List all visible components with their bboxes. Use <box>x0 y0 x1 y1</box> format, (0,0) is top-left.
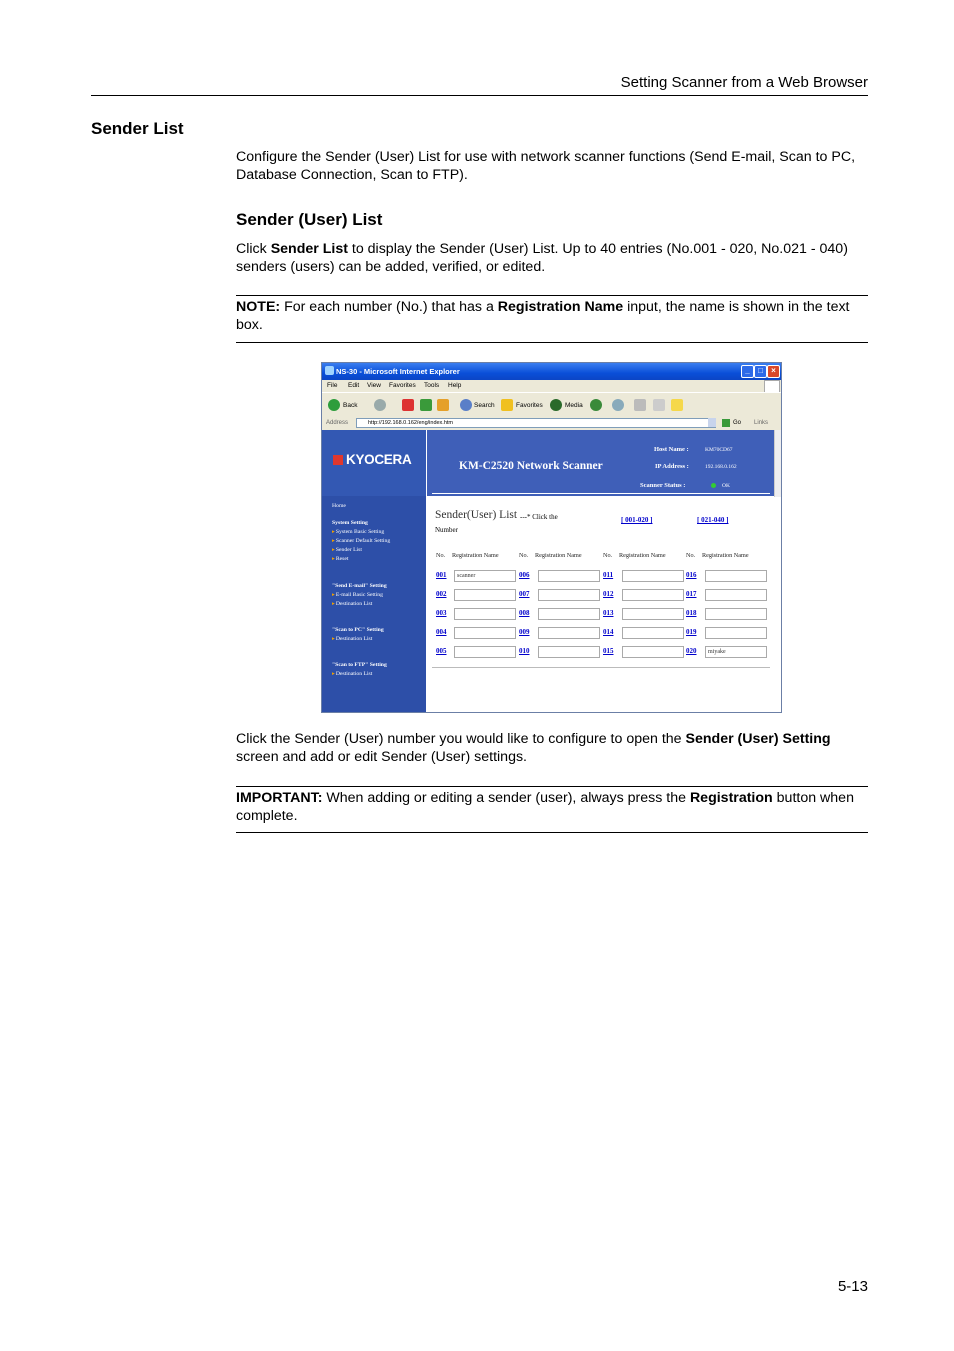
header-rule <box>91 95 868 96</box>
nav-destination-list-pc[interactable]: ▸ Destination List <box>332 636 372 642</box>
registration-name-field[interactable] <box>454 589 516 601</box>
history-icon[interactable] <box>590 399 602 411</box>
back-label[interactable]: Back <box>343 402 358 409</box>
stop-icon[interactable] <box>402 399 414 411</box>
registration-name-field[interactable] <box>538 627 600 639</box>
sender-list-paragraph <box>236 240 868 276</box>
web-page <box>322 430 774 713</box>
print-icon[interactable] <box>634 399 646 411</box>
vertical-scrollbar[interactable] <box>774 430 782 497</box>
registration-name-field[interactable] <box>622 589 684 601</box>
product-title: KM-C2520 Network Scanner <box>459 460 603 472</box>
col-header-no-2: No. <box>519 552 529 559</box>
nav-destination-list-email[interactable]: ▸ Destination List <box>332 601 372 607</box>
sender-number-link[interactable]: 017 <box>686 590 697 598</box>
para2-pre: Click the Sender (User) number you would like to configure to open the <box>236 731 686 747</box>
messenger-icon[interactable] <box>671 399 683 411</box>
search-label[interactable]: Search <box>474 402 495 409</box>
sender-number-link[interactable]: 010 <box>519 647 530 655</box>
important-post: button when complete. <box>236 790 854 824</box>
registration-name-field[interactable] <box>622 570 684 582</box>
address-bar <box>322 417 781 430</box>
address-url[interactable]: http://192.168.0.162/eng/index.htm <box>368 420 454 426</box>
sender-number-link[interactable]: 003 <box>436 609 447 617</box>
para1-bold: Sender List <box>270 241 348 257</box>
address-dropdown-icon[interactable] <box>708 418 716 427</box>
sender-number-link[interactable]: 009 <box>519 628 530 636</box>
search-icon[interactable] <box>460 399 472 411</box>
maximize-icon[interactable]: □ <box>754 365 767 378</box>
sender-number-link[interactable]: 006 <box>519 571 530 579</box>
menu-tools[interactable]: Tools <box>424 382 440 389</box>
sender-number-link[interactable]: 011 <box>603 571 614 579</box>
registration-name-field[interactable] <box>454 627 516 639</box>
back-icon[interactable] <box>328 399 340 411</box>
sender-number-link[interactable]: 005 <box>436 647 447 655</box>
nav-system-basic[interactable]: ▸ System Basic Setting <box>332 529 384 535</box>
registration-name-field[interactable] <box>705 608 767 620</box>
registration-name-field[interactable]: miyake <box>705 646 767 658</box>
para2-post: screen and add or edit Sender (User) settings. <box>236 749 527 765</box>
registration-name-field[interactable] <box>622 646 684 658</box>
sender-number-link[interactable]: 019 <box>686 628 697 636</box>
sender-list-title: Sender(User) List <box>435 509 518 521</box>
ip-address-label: IP Address : <box>655 463 689 470</box>
scanner-status-label: Scanner Status : <box>640 482 686 489</box>
sender-number-link[interactable]: 001 <box>436 571 447 579</box>
sender-number-link[interactable]: 015 <box>603 647 614 655</box>
important-top-rule <box>236 786 868 787</box>
note-label: NOTE: <box>236 299 281 315</box>
para1-post: to display the Sender (User) List. Up to 40 entries (No.001 - 020, No.021 - 040) senders (users) can be added, verified, or edited. <box>236 241 848 275</box>
nav-send-email-setting[interactable]: "Send E-mail" Setting <box>332 583 387 589</box>
toolbar <box>322 392 781 418</box>
note-box <box>236 298 868 334</box>
address-label: Address <box>326 420 349 426</box>
list-hint-b: Number <box>435 526 458 534</box>
registration-name-field[interactable] <box>538 608 600 620</box>
sender-number-link[interactable]: 004 <box>436 628 447 636</box>
col-header-no-1: No. <box>436 552 446 559</box>
note-bottom-rule <box>236 342 868 343</box>
sender-number-link[interactable]: 013 <box>603 609 614 617</box>
nav-reset[interactable]: ▸ Reset <box>332 556 349 562</box>
sender-number-link[interactable]: 002 <box>436 590 447 598</box>
nav-system-setting[interactable]: System Setting <box>332 520 368 526</box>
edit-icon[interactable] <box>653 399 665 411</box>
go-button[interactable]: Go <box>733 420 742 426</box>
ip-address-value: 192.168.0.162 <box>705 464 737 470</box>
note-pre: For each number (No.) that has a <box>280 299 498 315</box>
registration-name-field[interactable] <box>454 608 516 620</box>
address-input[interactable] <box>356 418 716 428</box>
important-box <box>236 789 868 825</box>
menu-view[interactable]: View <box>367 382 381 389</box>
home-icon[interactable] <box>437 399 449 411</box>
menu-favorites[interactable]: Favorites <box>389 382 416 389</box>
menu-bar <box>322 380 781 392</box>
sender-number-link[interactable]: 014 <box>603 628 614 636</box>
sender-setting-paragraph <box>236 730 868 766</box>
status-ok-icon <box>711 483 716 488</box>
ie-icon <box>325 366 334 375</box>
mail-icon[interactable] <box>612 399 624 411</box>
range-link-021-040[interactable]: [ 021-040 ] <box>697 516 729 524</box>
kyocera-mark-icon <box>333 455 343 465</box>
range-link-001-020[interactable]: [ 001-020 ] <box>621 516 653 524</box>
running-header: Setting Scanner from a Web Browser <box>620 74 868 91</box>
col-header-name-4: Registration Name <box>702 552 749 559</box>
content-bottom-line <box>432 667 770 668</box>
logo-text: KYOCERA <box>346 452 412 467</box>
page-number: 5-13 <box>837 1278 868 1295</box>
nav-home[interactable]: Home <box>332 503 346 509</box>
important-bottom-rule <box>236 832 868 833</box>
registration-name-field[interactable] <box>622 608 684 620</box>
favorites-label[interactable]: Favorites <box>516 402 543 409</box>
important-label: IMPORTANT: <box>236 790 323 806</box>
registration-name-field[interactable] <box>454 646 516 658</box>
window-titlebar <box>322 363 781 380</box>
nav-scanner-default[interactable]: ▸ Scanner Default Setting <box>332 538 390 544</box>
links-label[interactable]: Links <box>754 420 769 426</box>
window-title: NS-30 - Microsoft Internet Explorer <box>336 367 460 376</box>
sender-number-link[interactable]: 016 <box>686 571 697 579</box>
registration-name-field[interactable] <box>705 627 767 639</box>
menu-help[interactable]: Help <box>448 382 462 389</box>
close-icon[interactable]: × <box>767 365 780 378</box>
kyocera-logo <box>333 452 411 467</box>
sender-number-link[interactable]: 007 <box>519 590 530 598</box>
sender-number-link[interactable]: 020 <box>686 647 697 655</box>
registration-name-field[interactable] <box>538 646 600 658</box>
para1-pre: Click <box>236 241 271 257</box>
nav-scan-to-ftp-setting[interactable]: "Scan to FTP" Setting <box>332 662 387 668</box>
logo-area <box>322 430 426 496</box>
menu-edit[interactable]: Edit <box>348 382 360 389</box>
menu-file[interactable]: File <box>327 382 338 389</box>
sender-number-link[interactable]: 012 <box>603 590 614 598</box>
refresh-icon[interactable] <box>420 399 432 411</box>
section-title: Sender List <box>91 119 184 138</box>
note-bold: Registration Name <box>497 299 624 315</box>
registration-name-field[interactable] <box>705 589 767 601</box>
minimize-icon[interactable]: _ <box>741 365 754 378</box>
note-post: input, the name is shown in the text box. <box>236 299 850 333</box>
nav-scan-to-pc-setting[interactable]: "Scan to PC" Setting <box>332 627 384 633</box>
subsection-title: Sender (User) List <box>236 210 383 229</box>
important-bold: Registration <box>689 790 773 806</box>
nav-email-basic[interactable]: ▸ E-mail Basic Setting <box>332 592 383 598</box>
host-name-label: Host Name : <box>654 446 689 453</box>
forward-icon[interactable] <box>374 399 386 411</box>
device-banner <box>427 430 774 496</box>
sender-number-link[interactable]: 018 <box>686 609 697 617</box>
important-pre: When adding or editing a sender (user), always press the <box>322 790 690 806</box>
col-header-name-1: Registration Name <box>452 552 499 559</box>
intro-paragraph: Configure the Sender (User) List for use with network scanner functions (Send E-mail, Scan to PC, Database Connection, Scan to FTP). <box>236 149 856 183</box>
registration-name-field[interactable]: scanner <box>454 570 516 582</box>
para2-bold: Sender (User) Setting <box>685 731 831 747</box>
registration-name-field[interactable] <box>538 589 600 601</box>
registration-name-field[interactable] <box>622 627 684 639</box>
banner-bottom-line <box>432 493 770 494</box>
scanner-status-value: OK <box>722 483 730 489</box>
note-top-rule <box>236 295 868 296</box>
host-name-value: KM70CD67 <box>705 447 733 453</box>
col-header-name-2: Registration Name <box>535 552 582 559</box>
col-header-no-4: No. <box>686 552 696 559</box>
go-arrow-icon[interactable] <box>722 419 730 427</box>
nav-sender-list[interactable]: ▸ Sender List <box>332 547 362 553</box>
registration-name-field[interactable] <box>705 570 767 582</box>
favorites-icon[interactable] <box>501 399 513 411</box>
side-navigation <box>322 430 426 713</box>
sender-number-link[interactable]: 008 <box>519 609 530 617</box>
registration-name-field[interactable] <box>538 570 600 582</box>
media-label[interactable]: Media <box>565 402 583 409</box>
col-header-no-3: No. <box>603 552 613 559</box>
nav-destination-list-ftp[interactable]: ▸ Destination List <box>332 671 372 677</box>
list-hint-a: ---* Click the <box>520 513 558 521</box>
browser-screenshot <box>321 362 782 713</box>
col-header-name-3: Registration Name <box>619 552 666 559</box>
media-icon[interactable] <box>550 399 562 411</box>
